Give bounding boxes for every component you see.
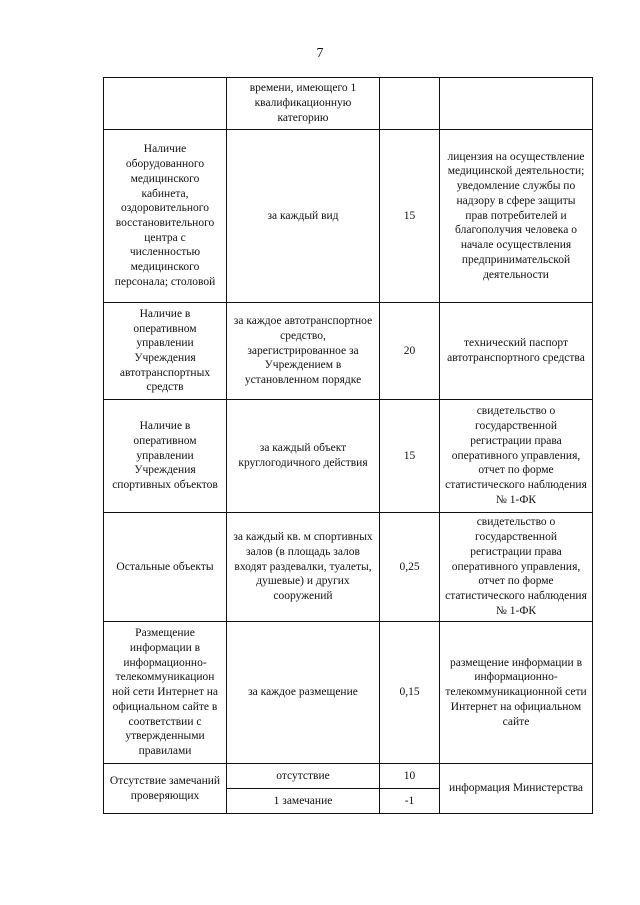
document-cell: размещение информации в информационно-телекоммуникационной сети Интернет на официальном сайте bbox=[440, 622, 593, 764]
criterion-cell: Наличие оборудованного медицинского кабинета, оздоровительного восстановительного центра с численностью медицинского персонала; столовой bbox=[104, 130, 227, 303]
document-cell: свидетельство о государственной регистрации права оперативного управления, отчет по форме статистического наблюдения № 1-ФК bbox=[440, 513, 593, 622]
points-cell: -1 bbox=[380, 789, 440, 814]
table-row bbox=[104, 303, 593, 400]
points-cell: 20 bbox=[380, 303, 440, 400]
document-cell: технический паспорт автотранспортного средства bbox=[440, 303, 593, 400]
page-number: 7 bbox=[316, 46, 324, 61]
table-row bbox=[104, 78, 593, 130]
document-cell: свидетельство о государственной регистрации права оперативного управления, отчет по форме статистического наблюдения № 1-ФК bbox=[440, 400, 593, 513]
criteria-table bbox=[103, 77, 593, 814]
document-cell: информация Министерства bbox=[440, 764, 593, 814]
criterion-cell: Наличие в оперативном управлении Учреждения автотранспортных средств bbox=[104, 303, 227, 400]
criterion-cell: Наличие в оперативном управлении Учреждения спортивных объектов bbox=[104, 400, 227, 513]
document-cell: лицензия на осуществление медицинской деятельности; уведомление службы по надзору в сфере защиты прав потребителей и благополучия человека о начале осуществления предпринимательской деятельности bbox=[440, 130, 593, 303]
table-row bbox=[104, 764, 593, 789]
points-cell: 0,15 bbox=[380, 622, 440, 764]
unit-cell: за каждый объект круглогодичного действия bbox=[227, 400, 380, 513]
unit-cell: отсутствие bbox=[227, 764, 380, 789]
unit-cell: времени, имеющего 1 квалификационную категорию bbox=[227, 78, 380, 130]
table-row bbox=[104, 513, 593, 622]
unit-cell: за каждый кв. м спортивных залов (в площадь залов входят раздевалки, туалеты, душевые) и других сооружений bbox=[227, 513, 380, 622]
criterion-cell: Отсутствие замечаний проверяющих bbox=[104, 764, 227, 814]
points-cell bbox=[380, 78, 440, 130]
criterion-cell bbox=[104, 78, 227, 130]
unit-cell: 1 замечание bbox=[227, 789, 380, 814]
criterion-cell: Размещение информации в информационно-телекоммуникацион ной сети Интернет на официальном сайте в соответствии с утвержденными правилами bbox=[104, 622, 227, 764]
unit-cell: за каждое автотранспортное средство, зарегистрированное за Учреждением в установленном порядке bbox=[227, 303, 380, 400]
unit-cell: за каждое размещение bbox=[227, 622, 380, 764]
points-cell: 10 bbox=[380, 764, 440, 789]
unit-cell: за каждый вид bbox=[227, 130, 380, 303]
table-row bbox=[104, 622, 593, 764]
points-cell: 15 bbox=[380, 130, 440, 303]
points-cell: 0,25 bbox=[380, 513, 440, 622]
criterion-cell: Остальные объекты bbox=[104, 513, 227, 622]
document-cell bbox=[440, 78, 593, 130]
table-row bbox=[104, 130, 593, 303]
table-row bbox=[104, 400, 593, 513]
points-cell: 15 bbox=[380, 400, 440, 513]
